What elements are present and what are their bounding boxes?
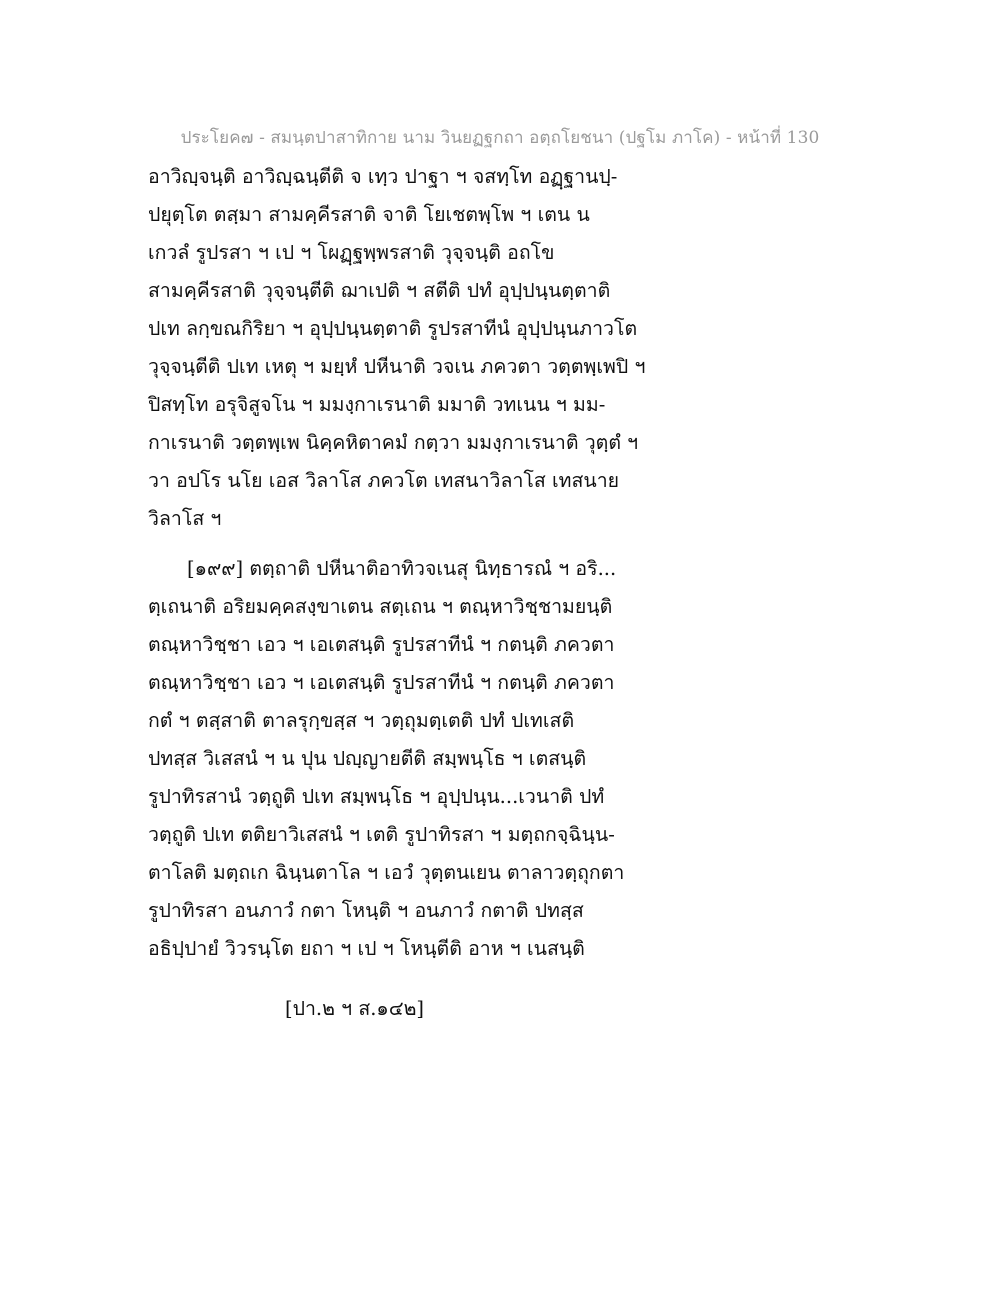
paragraph-2	[148, 550, 648, 968]
text-line: วิลาโส ฯ	[148, 507, 222, 530]
text-line: ตาโลติ มตฺถเก ฉินฺนตาโล ฯ เอวํ วุตฺตนเยน ตาลาวตฺถุกตา	[148, 861, 625, 884]
text-line: ปยุตฺโต ตสฺมา สามคฺคีรสาติ จาติ โยเชตพฺโพ ฯ เตน น	[148, 203, 590, 226]
text-line: วตฺถูติ ปเท ตติยาวิเสสนํ ฯ เตติ รูปาทิรสา ฯ มตฺถกจฺฉินฺน-	[148, 823, 615, 846]
text-line: ตฺเถนาติ อริยมคฺคสงฺขาเตน สตฺเถน ฯ ตณฺหาวิชฺชามยนฺติ	[148, 595, 613, 618]
text-line: ตณฺหาวิชฺชา เอว ฯ เอเตสนฺติ รูปรสาทีนํ ฯ กตนฺติ ภควตา	[148, 633, 615, 656]
body-text	[148, 158, 648, 968]
text-line: อธิปฺปายํ วิวรนฺโต ยถา ฯ เป ฯ โหนฺตีติ อาห ฯ เนสนฺติ	[148, 937, 585, 960]
text-line: วา อปโร นโย เอส วิลาโส ภควโต เทสนาวิลาโส เทสนาย	[148, 469, 620, 492]
text-line: [๑๙๙] ตตฺถาติ ปหีนาติอาทิวจเนสุ นิทฺธารณํ ฯ อริ...	[187, 557, 617, 580]
text-line: วุจฺจนฺตีติ ปเท เหตุ ฯ มยฺหํ ปหีนาติ วจเน ภควตา วตฺตพฺเพปิ ฯ	[148, 355, 646, 378]
text-line: ปทสฺส วิเสสนํ ฯ น ปุน ปญฺญายตีติ สมฺพนฺโธ ฯ เตสนฺติ	[148, 747, 587, 770]
page-header: ประโยค๗ - สมนฺตปาสาทิกาย นาม วินยฏฐกถา อตฺถโยชนา (ปฐโม ภาโค) - หน้าที่ 130	[180, 128, 820, 148]
page-reference: [ปา.๒ ฯ ส.๑๔๒]	[285, 997, 425, 1020]
text-line: ปเท ลกฺขณกิริยา ฯ อุปฺปนฺนตฺตาติ รูปรสาทีนํ อุปฺปนฺนภาวโต	[148, 317, 638, 340]
text-line: เกวลํ รูปรสา ฯ เป ฯ โผฏฺฐพฺพรสาติ วุจฺจนฺติ อถโข	[148, 241, 555, 264]
text-line: รูปาทิรสา อนภาวํ กตา โหนฺติ ฯ อนภาวํ กตาติ ปทสฺส	[148, 899, 584, 922]
text-line: อาวิญฺจนฺติ อาวิญฺฉนฺตีติ จ เทฺว ปาฐา ฯ จสทฺโท อฏฺฐานปฺ-	[148, 165, 618, 188]
text-line: ปิสทฺโท อรุจิสูจโน ฯ มมงฺกาเรนาติ มมาติ วทเนน ฯ มม-	[148, 393, 606, 416]
paragraph-1	[148, 158, 648, 538]
text-line: กตํ ฯ ตสฺสาติ ตาลรุกฺขสฺส ฯ วตฺถุมตฺเตติ ปทํ ปเทเสติ	[148, 709, 575, 732]
paragraph-gap	[148, 538, 648, 550]
text-line: รูปาทิรสานํ วตฺถูติ ปเท สมฺพนฺโธ ฯ อุปฺปนฺน...เวนาติ ปทํ	[148, 785, 605, 808]
text-line: กาเรนาติ วตฺตพฺเพ นิคฺคหิตาคมํ กตฺวา มมงฺกาเรนาติ วุตฺตํ ฯ	[148, 431, 639, 454]
text-line: สามคฺคีรสาติ วุจฺจนฺตีติ ฌาเปติ ฯ สตีติ ปทํ อุปฺปนฺนตฺตาติ	[148, 279, 611, 302]
text-line: ตณฺหาวิชฺชา เอว ฯ เอเตสนฺติ รูปรสาทีนํ ฯ กตนฺติ ภควตา	[148, 671, 615, 694]
